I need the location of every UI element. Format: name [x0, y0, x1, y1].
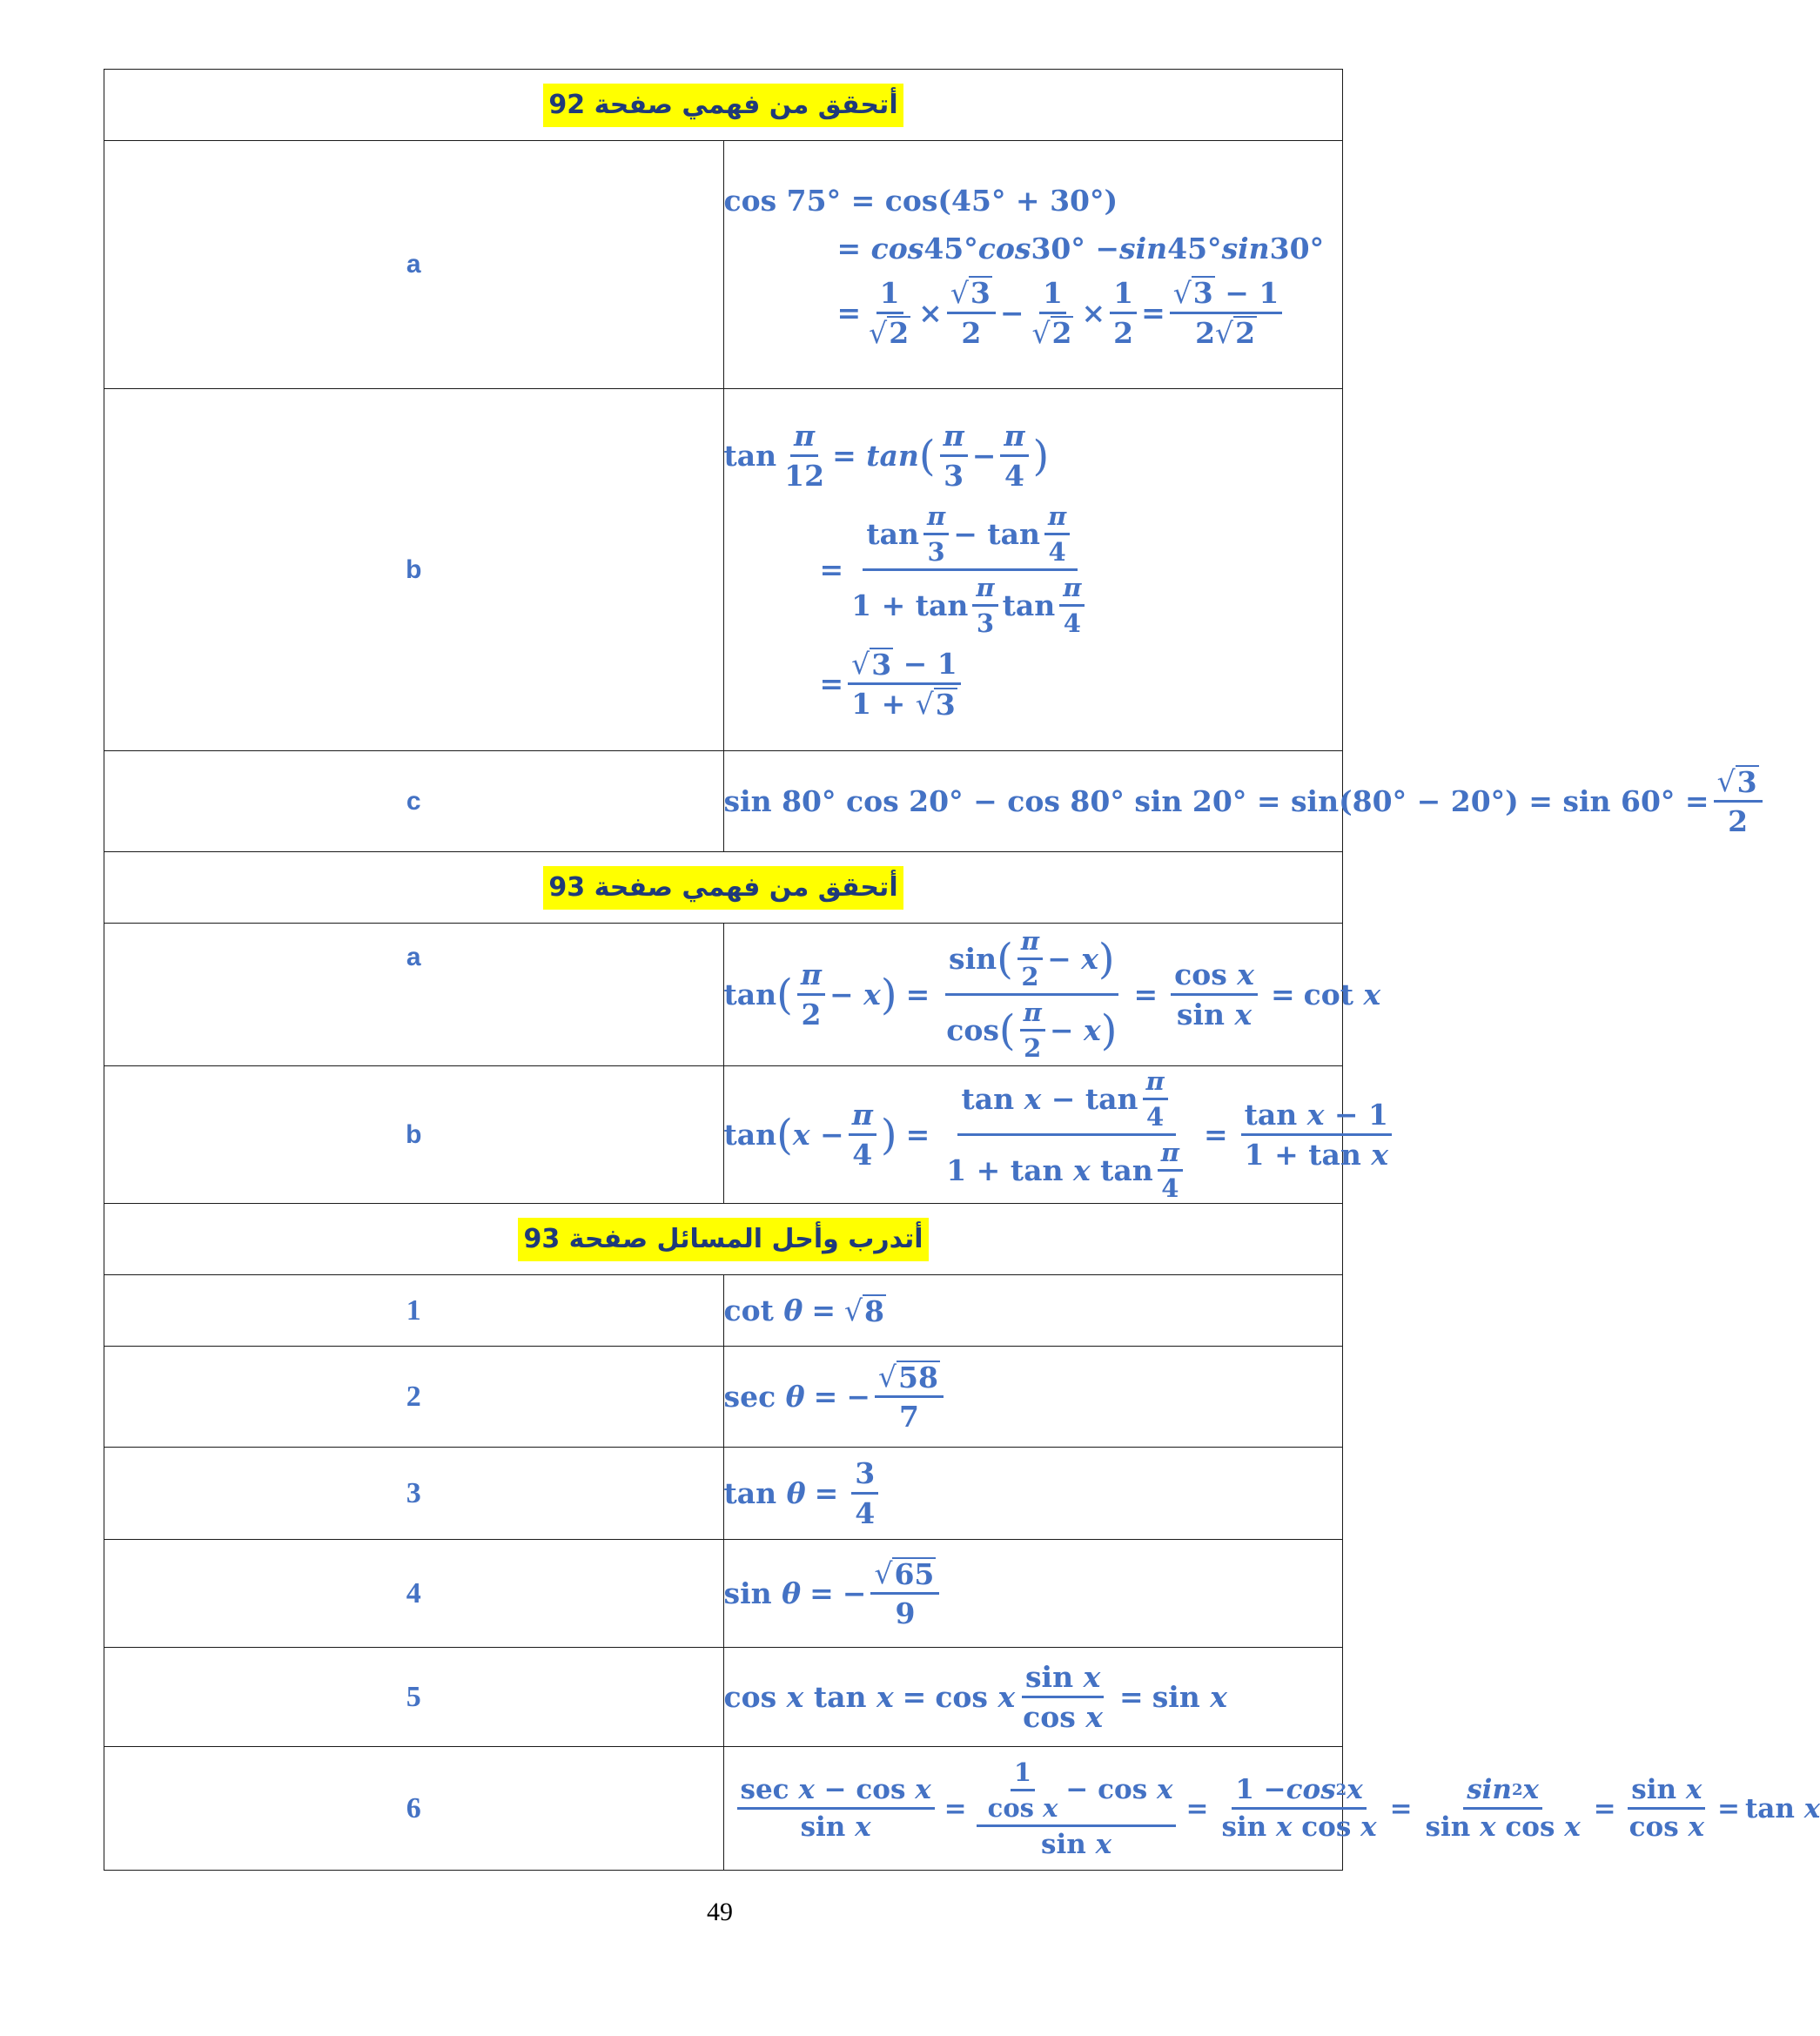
problem-row-1 [104, 1275, 1343, 1347]
section-title-practice-93: أتدرب وأحل المسائل صفحة 93 [518, 1218, 928, 1261]
row-label: a [406, 250, 421, 279]
section-title-92: أتحقق من فهمي صفحة 92 [543, 84, 903, 127]
problem-row-3 [104, 1448, 1343, 1540]
section-header-row [104, 1204, 1343, 1275]
solution-math: cos 75° = cos(45° + 30°) = cos 45° cos 30° − sin 45° sin 30° = 1 √ 2 × √ 3 2 − 1 √ 2 × $\frac{1}{2}$ = √ 3 − 1 2 √ 2 [723, 141, 1343, 389]
problem-number: 4 [406, 1576, 421, 1609]
problem-number: 2 [406, 1380, 421, 1413]
solution-row-a [104, 141, 1343, 389]
row-label: b [406, 1119, 422, 1149]
row-label: c [406, 786, 421, 816]
problem-row-6 [104, 1747, 1343, 1871]
solution-math: sec x − cos x sin x = 1 cos x − cos x sin x = 1 − cos 2 x sin x cos x = sin 2 x sin x cos x = sin x cos x = tan x [723, 1747, 1343, 1871]
solution-row-c [104, 751, 1343, 852]
solutions-table [104, 69, 1820, 1871]
solution-math: cos x tan x = cos x sin x cos x = sin x [723, 1648, 1343, 1747]
solution-math: sec θ = − √ 58 7 [723, 1347, 1343, 1448]
solution-row-b2 [104, 1066, 1343, 1204]
section-title-93: أتحقق من فهمي صفحة 93 [543, 866, 903, 910]
solution-math: tan ( π 2 − x ) = sin ( π 2 − x ) cos ( π 2 − x ) = cos x sin x = cot x [723, 924, 1343, 1066]
page-number: 49 [707, 1898, 733, 1926]
section-header-row [104, 70, 1343, 141]
solution-math: tan ( x − π 4 ) = tan x − tan π 4 1 + tan x tan π 4 = tan x − 1 1 + tan x [723, 1066, 1343, 1204]
solution-row-b [104, 389, 1343, 751]
problem-number: 5 [406, 1680, 421, 1713]
problem-row-5 [104, 1648, 1343, 1747]
section-header-row [104, 852, 1343, 924]
solution-math: cot θ = √ 8 [723, 1275, 1343, 1347]
solution-math: tan $\frac{\pi}{12}$ = tan ( π 3 − π 4 ) = tan π 3 − tan π 4 1 + tan π 3 tan π 4 = √ 3 − 1 1 + √ 3 [723, 389, 1343, 751]
solution-row-a2 [104, 924, 1343, 1066]
problem-number: 3 [406, 1476, 421, 1509]
problem-row-4 [104, 1540, 1343, 1648]
row-label: b [406, 554, 422, 584]
problem-number: 6 [406, 1791, 421, 1824]
solution-math: tan θ = $\frac{3}{4}$ [723, 1448, 1343, 1540]
problem-row-2 [104, 1347, 1343, 1448]
row-label: a [406, 943, 421, 971]
problem-number: 1 [406, 1293, 421, 1327]
solution-math: sin θ = − √ 65 9 [723, 1540, 1343, 1648]
answer-sheet [104, 69, 1820, 1871]
solution-math: sin 80° cos 20° − cos 80° sin 20° = sin(80° − 20°) = sin 60° = √ 3 2 [723, 751, 1343, 852]
